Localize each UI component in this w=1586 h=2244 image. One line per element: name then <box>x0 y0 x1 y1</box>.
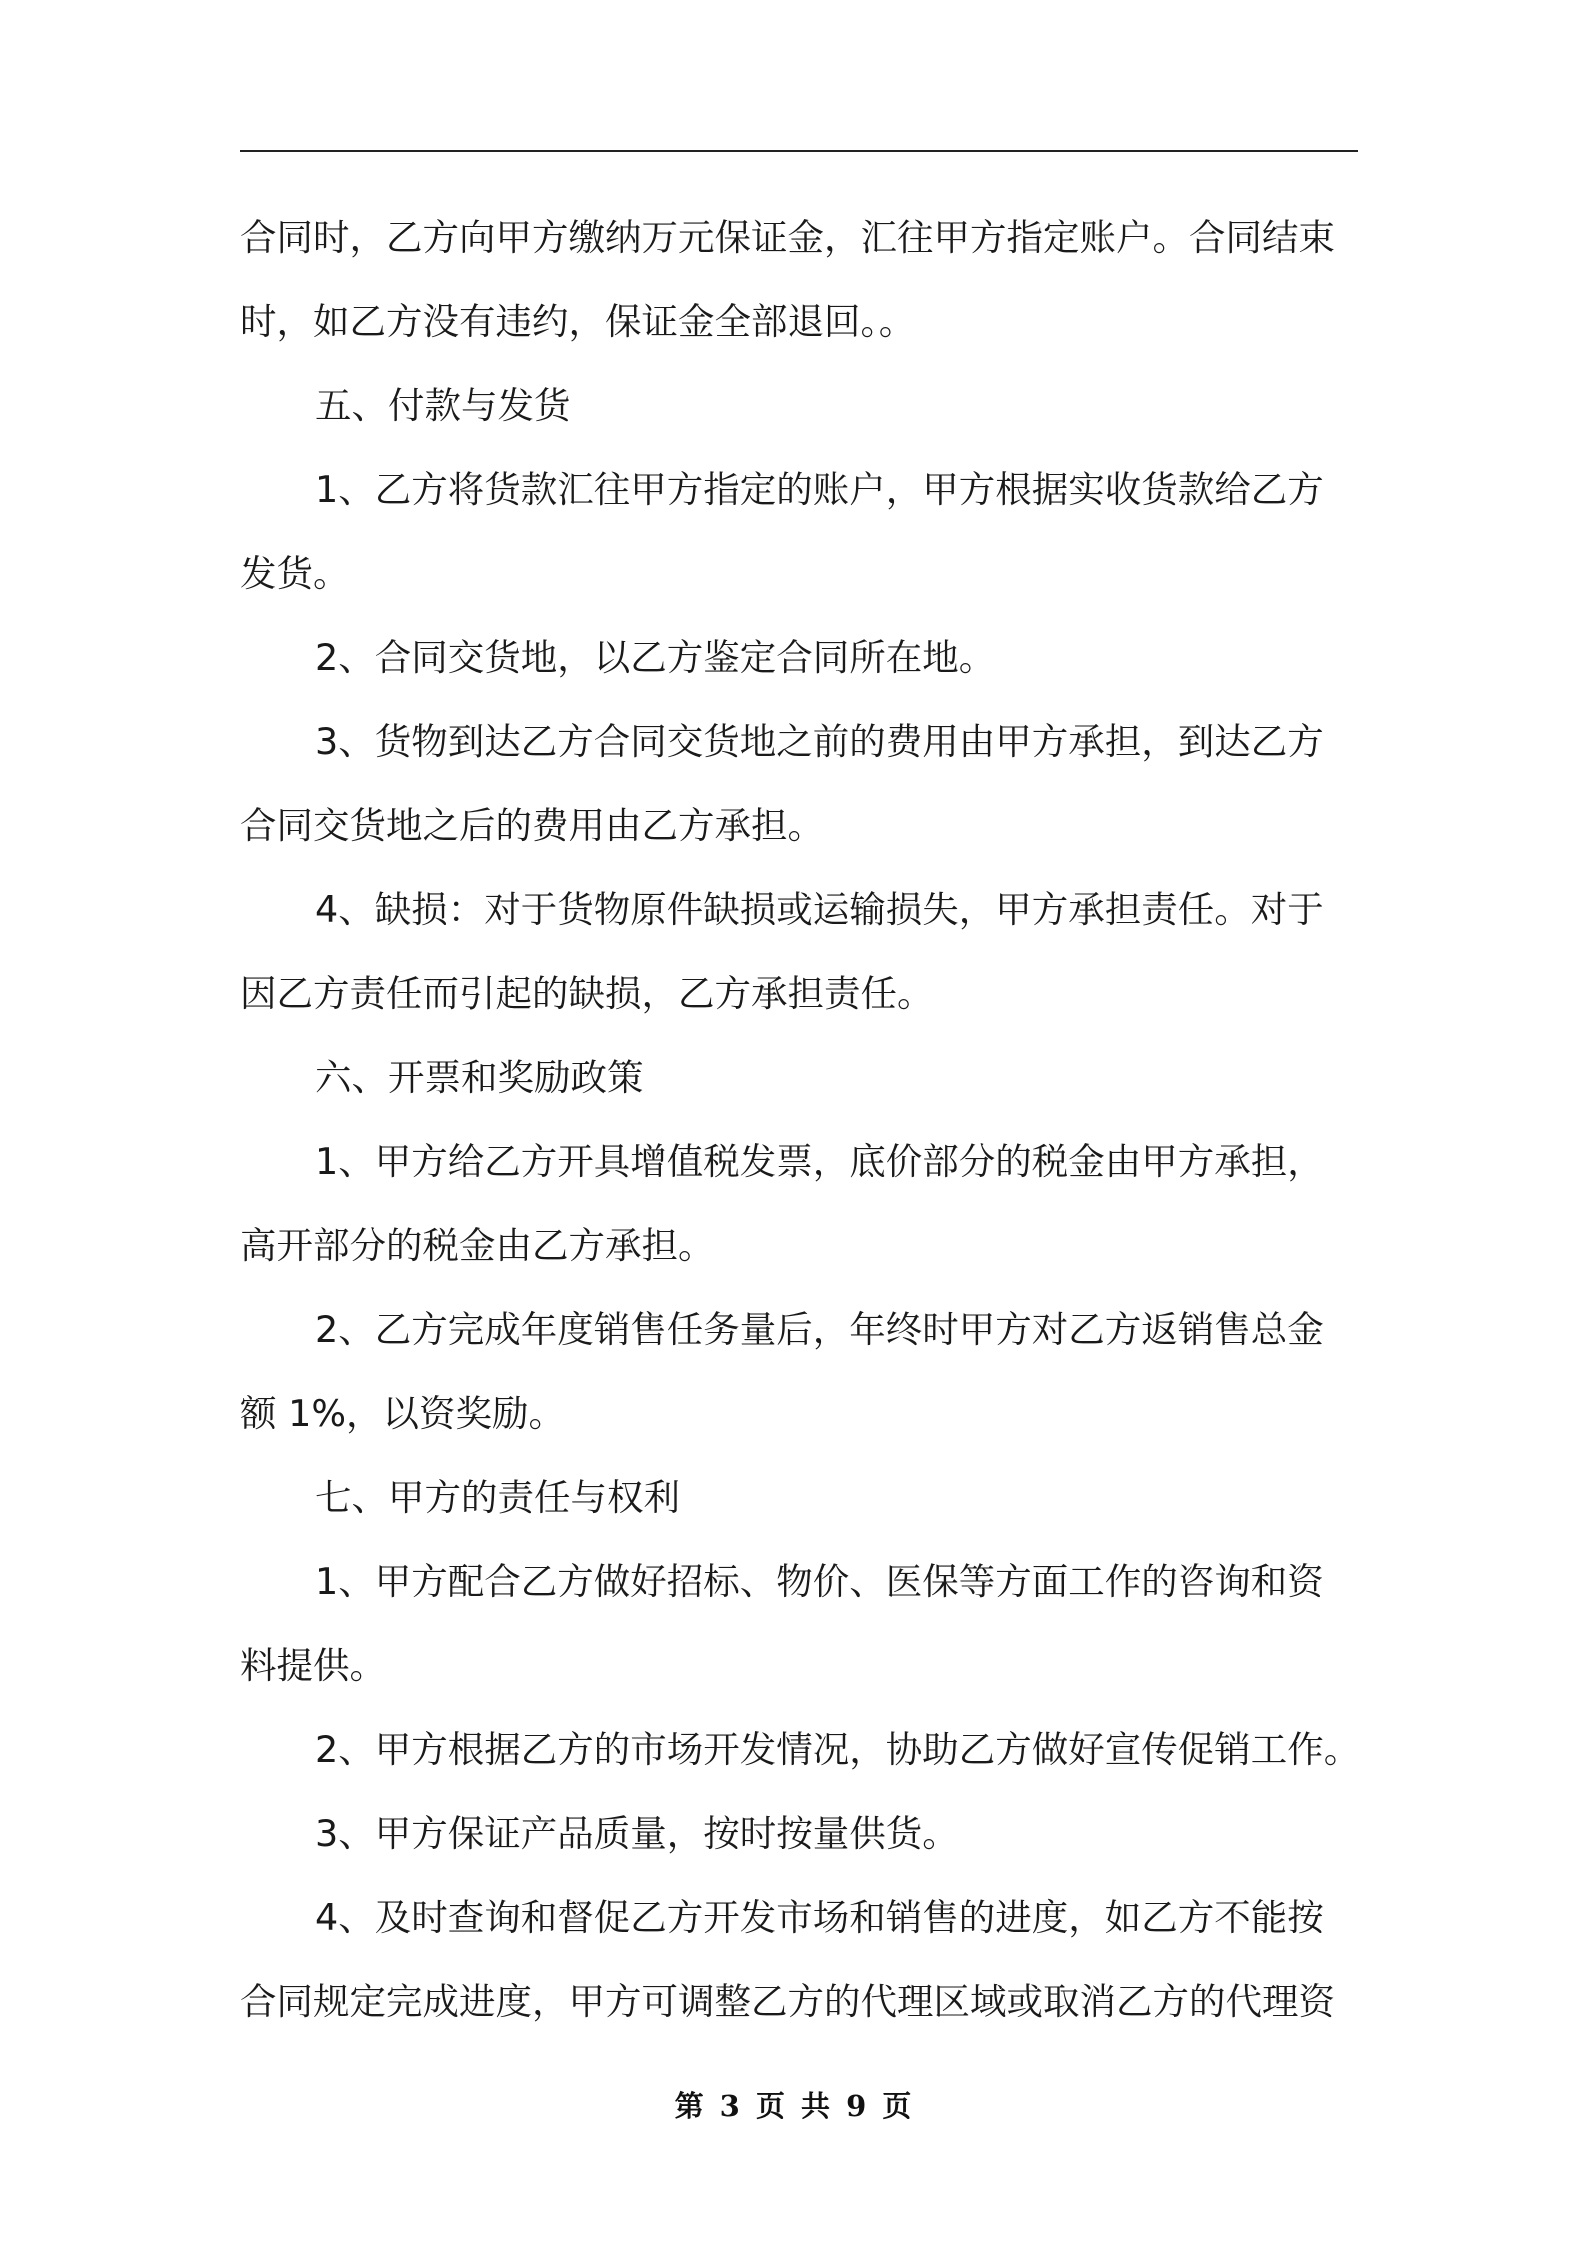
paragraph-line: 1、甲方给乙方开具增值税发票，底价部分的税金由甲方承担， <box>315 1140 1324 1183</box>
paragraph-line: 时，如乙方没有违约，保证金全部退回。。 <box>240 300 916 343</box>
paragraph-line: 1、甲方配合乙方做好招标、物价、医保等方面工作的咨询和资 <box>315 1560 1324 1603</box>
paragraph-line: 1、乙方将货款汇往甲方指定的账户，甲方根据实收货款给乙方 <box>315 468 1324 511</box>
paragraph-line: 4、缺损：对于货物原件缺损或运输损失，甲方承担责任。对于 <box>315 888 1324 931</box>
header-rule <box>240 150 1358 152</box>
paragraph-line: 2、合同交货地，以乙方鉴定合同所在地。 <box>315 636 996 679</box>
section-heading: 七、甲方的责任与权利 <box>315 1476 680 1519</box>
paragraph-line: 3、甲方保证产品质量，按时按量供货。 <box>315 1812 959 1855</box>
paragraph-line: 合同规定完成进度，甲方可调整乙方的代理区域或取消乙方的代理资 <box>240 1980 1335 2023</box>
paragraph-line: 额 1%，以资奖励。 <box>240 1392 566 1435</box>
paragraph-line: 高开部分的税金由乙方承担。 <box>240 1224 715 1267</box>
paragraph-line: 4、及时查询和督促乙方开发市场和销售的进度，如乙方不能按 <box>315 1896 1324 1939</box>
section-heading: 五、付款与发货 <box>315 384 571 427</box>
paragraph-line: 合同时，乙方向甲方缴纳万元保证金，汇往甲方指定账户。合同结束 <box>240 216 1335 259</box>
section-heading: 六、开票和奖励政策 <box>315 1056 644 1099</box>
paragraph-line: 料提供。 <box>240 1644 386 1687</box>
document-body <box>240 196 1361 2044</box>
paragraph-line: 2、乙方完成年度销售任务量后，年终时甲方对乙方返销售总金 <box>315 1308 1324 1351</box>
paragraph-line: 发货。 <box>240 552 350 595</box>
paragraph-line: 2、甲方根据乙方的市场开发情况，协助乙方做好宣传促销工作。 <box>315 1728 1361 1771</box>
paragraph-line: 合同交货地之后的费用由乙方承担。 <box>240 804 824 847</box>
page-number-footer: 第 3 页 共 9 页 <box>674 2089 912 2123</box>
paragraph-line: 因乙方责任而引起的缺损，乙方承担责任。 <box>240 972 934 1015</box>
paragraph-line: 3、货物到达乙方合同交货地之前的费用由甲方承担，到达乙方 <box>315 720 1324 763</box>
